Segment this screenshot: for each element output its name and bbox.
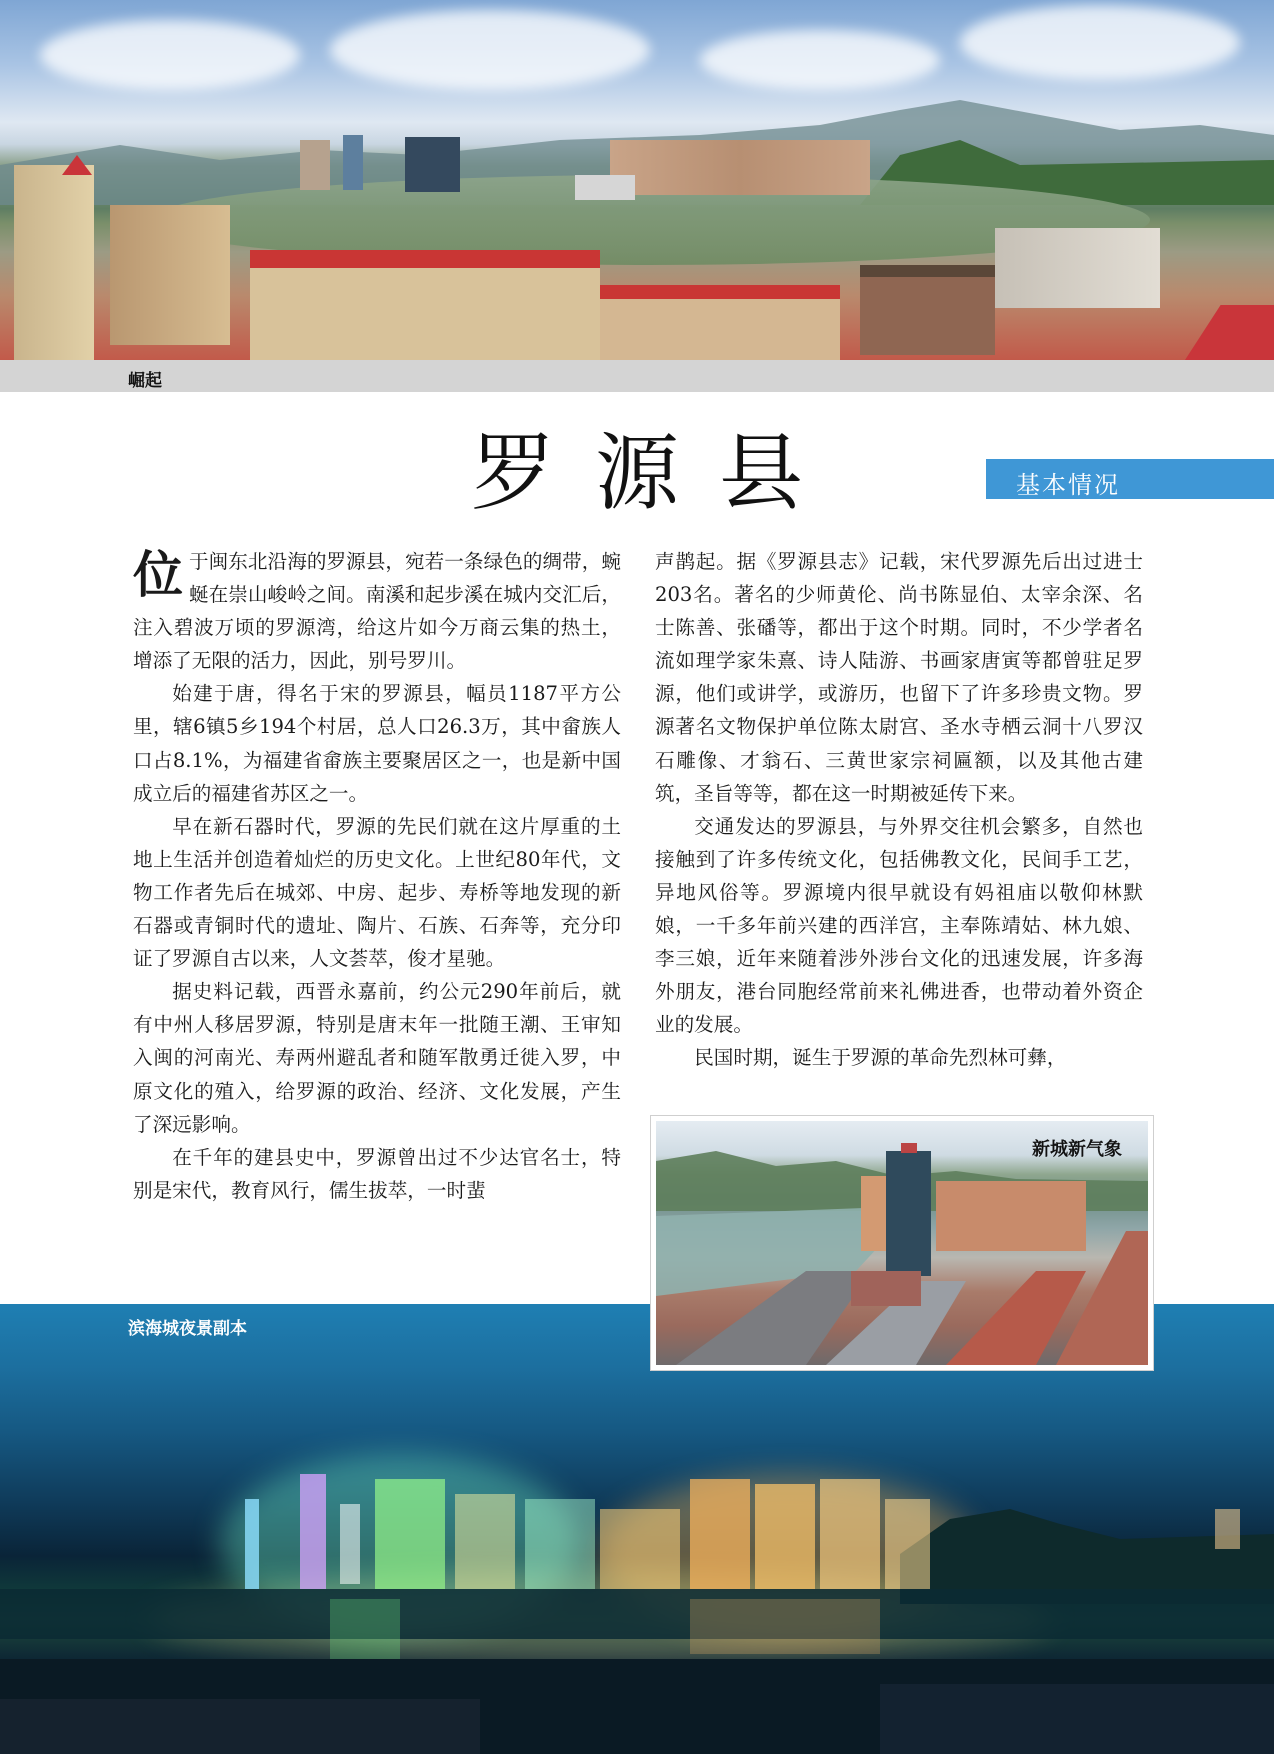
- paragraph-6: 声鹊起。据《罗源县志》记载，宋代罗源先后出过进士203名。著名的少师黄伦、尚书陈显伯、太宰余深、名士陈善、张磻等，都出于这个时期。同时，不少学者名流如理学家朱熹、诗人陆游、书画家唐寅等都曾驻足罗源，他们或讲学，或游历，也留下了许多珍贵文物。罗源著名文物保护单位陈太尉宫、圣水寺栖云洞十八罗汉石雕像、才翁石、三黄世家宗祠匾额，以及其他古建筑，圣旨等等，都在这一时期被延传下来。: [655, 550, 1143, 805]
- top-panorama-photo: [0, 0, 1274, 360]
- paragraph-5: 在千年的建县史中，罗源曾出过不少达官名士，特别是宋代，教育风行，儒生拔萃，一时蜚: [133, 1145, 621, 1202]
- section-tag-label: 基本情况: [1016, 471, 1120, 499]
- inset-photo: [651, 1116, 1153, 1370]
- paragraph-2: 始建于唐，得名于宋的罗源县，幅员1187平方公里，辖6镇5乡194个村居，总人口26.3万，其中畲族人口占8.1%，为福建省畲族主要聚居区之一，也是新中国成立后的福建省苏区之一。: [133, 682, 621, 805]
- paragraph-3: 早在新石器时代，罗源的先民们就在这片厚重的土地上生活并创造着灿烂的历史文化。上世纪80年代，文物工作者先后在城郊、中房、起步、寿桥等地发现的新石器或青铜时代的遗址、陶片、石族、石奔等，充分印证了罗源自古以来，人文荟萃，俊才星驰。: [133, 814, 621, 971]
- top-photo-caption: 崛起: [128, 371, 162, 391]
- paragraph-8: 民国时期，诞生于罗源的革命先烈林可彝，: [694, 1046, 1067, 1070]
- caption-bar: [0, 360, 1274, 392]
- inset-photo-caption: 新城新气象: [1032, 1139, 1122, 1160]
- night-city-photo: [0, 1304, 1274, 1754]
- paragraph-4: 据史料记载，西晋永嘉前，约公元290年前后，就有中州人移居罗源，特别是唐末年一批随王潮、王审知入闽的河南光、寿两州避乱者和随军散勇迁徙入罗，中原文化的殖入，给罗源的政治、经济、文化发展，产生了深远影响。: [133, 980, 621, 1136]
- paragraph-1: 位于闽东北沿海的罗源县，宛若一条绿色的绸带，蜿蜒在崇山峻岭之间。南溪和起步溪在城内交汇后，注入碧波万顷的罗源湾，给这片如今万商云集的热土，增添了无限的活力，因此，别号罗川。: [133, 545, 621, 673]
- section-tag: [986, 459, 1274, 499]
- bottom-photo-caption: 滨海城夜景副本: [128, 1319, 247, 1339]
- right-column: [655, 545, 1143, 1075]
- dropcap: 位: [133, 545, 183, 604]
- left-column: [133, 545, 621, 1207]
- page-title: 罗源县: [470, 424, 843, 522]
- paragraph-7: 交通发达的罗源县，与外界交往机会繁多，自然也接触到了许多传统文化，包括佛教文化，民间手工艺，异地风俗等。罗源境内很早就设有妈祖庙以敬仰林默娘，一千多年前兴建的西洋宫，主奉陈靖姑、林九娘、李三娘，近年来随着涉外涉台文化的迅速发展，许多海外朋友，港台同胞经常前来礼佛进香，也带动着外资企业的发展。: [655, 814, 1143, 1037]
- night-skyline: [0, 1304, 1274, 1754]
